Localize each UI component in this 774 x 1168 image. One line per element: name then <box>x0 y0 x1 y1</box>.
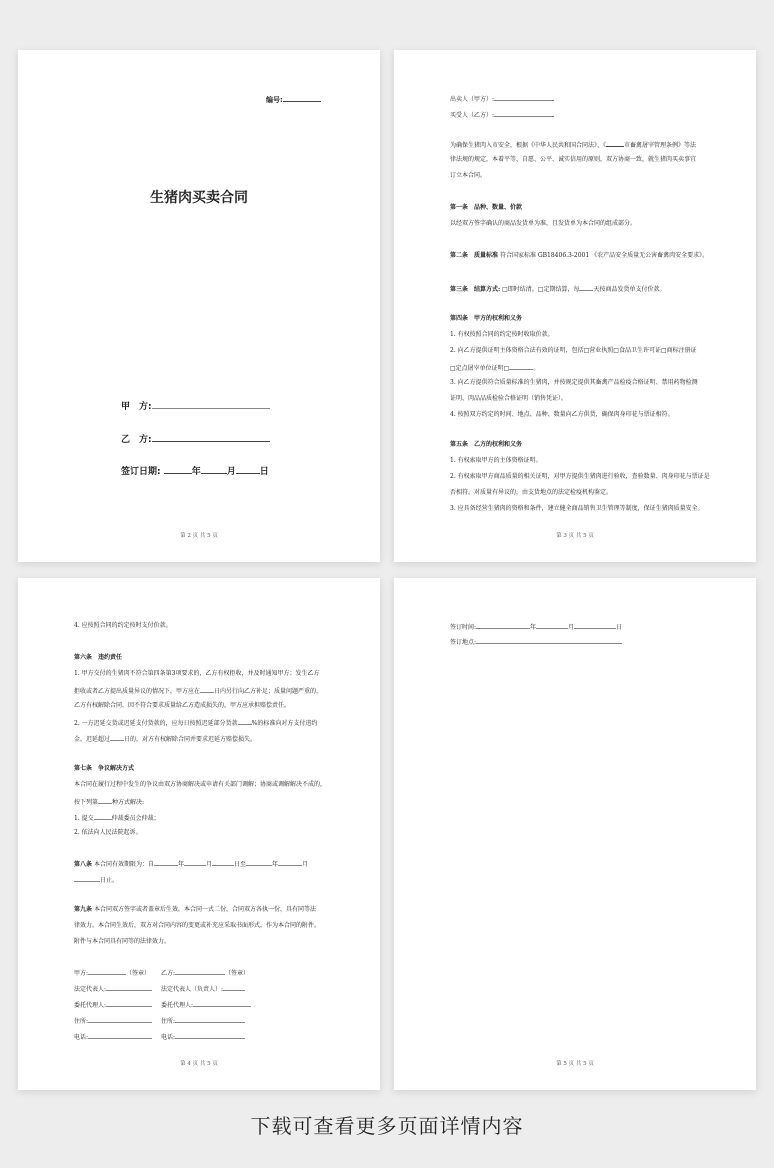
contract-number <box>266 94 321 105</box>
blank <box>88 967 126 975</box>
article-1-text: 以经双方签字确认的商品发货单为准，且发货单为本合同的组成部分。 <box>450 220 637 227</box>
article-2-text: 符合国家标准 GB18406.3-2001 《农产品安全质量无公害畜禽肉安全要求》。 <box>499 252 709 259</box>
days-blank <box>110 733 124 741</box>
days-blank <box>579 283 593 291</box>
article-4-item-1: 1. 有权按照合同的约定按时收取价款。 <box>450 331 554 338</box>
phone-a <box>74 1031 152 1042</box>
article-9-text-3: 附件与本合同具有同等的法律效力。 <box>74 938 171 945</box>
month-blank <box>201 466 227 474</box>
sig-label: 住所: <box>74 1018 89 1025</box>
article-7-option-2: 2. 依法向人民法院起诉。 <box>74 829 142 836</box>
days-blank <box>200 685 214 693</box>
sign-place-line <box>450 636 622 647</box>
article-8-text: 日止。 <box>100 877 119 884</box>
article-6-item-1: 1. 甲方交付的生猪肉不符合第四条第3项要求的，乙方有权拒收，并及时通知甲方；发生乙方 <box>74 670 320 677</box>
day-label: 日 <box>616 624 623 631</box>
download-caption: 下载可查看更多页面详情内容 <box>250 1114 524 1138</box>
sign-place-label: 签订地点: <box>450 639 477 646</box>
article-3-title: 第三条 结算方式: <box>450 286 501 293</box>
article-3-text: 天按商品发货单支付价款。 <box>593 286 666 293</box>
article-8-text: 年 <box>177 861 184 868</box>
article-6-text: 2. 一方迟延交货或迟延支付货款的，应每日按照迟延部分货款 <box>74 720 238 727</box>
party-a-blank <box>152 401 270 409</box>
article-5-item-1: 1. 有权索取甲方的主体资格证明。 <box>450 457 542 464</box>
article-6-text: 金。迟延超过 <box>74 736 111 743</box>
address-b <box>161 1015 245 1026</box>
month-blank <box>536 621 568 629</box>
article-2-title: 第二条 质量标准 <box>450 252 499 259</box>
article-9 <box>74 905 316 914</box>
article-6-text: 日内另行向乙方补足；质量问题严重的， <box>214 688 323 695</box>
day-label: 日 <box>259 467 269 477</box>
article-4-item-2b: □定点屠宰单位证明□ 。 <box>450 362 539 373</box>
buyer-blank <box>494 109 554 117</box>
article-6-title: 第六条 违约责任 <box>74 654 123 661</box>
blank <box>246 858 272 866</box>
month-label: 月 <box>226 467 236 477</box>
article-8-text: 日至 <box>233 861 246 868</box>
option-blank <box>98 796 112 804</box>
page-cover <box>18 50 380 562</box>
blank <box>223 983 245 991</box>
party-a-label: 甲 方: <box>121 402 152 412</box>
sig-label: 电话: <box>74 1034 89 1041</box>
blank <box>106 983 152 991</box>
other-cert-blank <box>509 362 533 370</box>
article-5-item-2: 2. 有权索取甲方商品质量的相关证明，对甲方提供生猪肉进行验收，查验数量、肉身印花与票证是 <box>450 473 710 480</box>
article-4-item-2b-text: □定点屠宰单位证明□ <box>450 365 510 372</box>
city-blank <box>606 139 624 147</box>
article-1-title: 第一条 品种、数量、价款 <box>450 204 523 211</box>
blank <box>74 874 100 882</box>
article-7-option-1 <box>74 812 160 823</box>
page-signing <box>394 578 756 1090</box>
address-a <box>74 1015 152 1026</box>
article-7-text: 仲裁委员会仲裁； <box>111 815 160 822</box>
page-terms-2 <box>18 578 380 1090</box>
blank <box>106 999 152 1007</box>
legal-rep-a <box>74 983 152 994</box>
article-8-text: 月 <box>205 861 212 868</box>
intro-line-3: 订立本合同。 <box>450 172 487 179</box>
contract-number-blank <box>283 94 321 102</box>
article-4-item-2: 2. 向乙方提供证明主体资格合法有效的证明，包括□营业执照□食品卫生许可证□商标注册证 <box>450 347 697 354</box>
sig-label: 住所: <box>161 1018 176 1025</box>
agent-a <box>74 999 152 1010</box>
blank <box>175 1015 245 1023</box>
article-7-text: 1. 提交 <box>74 815 94 822</box>
article-6-item-1d: 乙方有权解除合同，因不符合要求质量给乙方造成损失的，甲方应承担赔偿责任。 <box>74 702 291 709</box>
buyer-line <box>450 109 554 120</box>
article-4-title: 第四条 甲方的权利和义务 <box>450 315 523 322</box>
article-6-text: %的标准向对方支付违约 <box>251 720 318 727</box>
sig-label: 甲方: <box>74 970 89 977</box>
article-5-item-2b: 否相符。对质量有异议的，由支货地点的法定检疫机构鉴定。 <box>450 489 613 496</box>
blank <box>212 858 234 866</box>
blank <box>184 858 206 866</box>
blank <box>154 858 178 866</box>
sig-label: 委托代理人: <box>161 1002 194 1009</box>
article-2 <box>450 251 708 260</box>
blank <box>175 1031 245 1039</box>
article-7-text: 种方式解决: <box>112 799 145 806</box>
intro-text: 为确保生猪肉入市安全，根据《中华人民共和国合同法》、《 <box>450 142 607 149</box>
sign-time-line <box>450 621 622 632</box>
sig-label: 法定代表人（负责人）: <box>161 986 224 993</box>
phone-b <box>161 1031 245 1042</box>
blank <box>88 1015 152 1023</box>
percent-blank <box>238 717 252 725</box>
day-blank <box>236 466 260 474</box>
blank <box>175 967 225 975</box>
article-4-item-4: 4. 按照双方约定的时间、地点、品种、数量向乙方供货，确保肉身印花与票证相符。 <box>450 411 674 418</box>
article-8 <box>74 858 308 869</box>
year-blank <box>476 621 530 629</box>
legal-rep-b <box>161 983 245 994</box>
blank <box>193 999 251 1007</box>
article-8-end <box>74 874 118 885</box>
article-4-item-3b: 证明、肉品品质检验合格证明（销售凭证）。 <box>450 395 568 402</box>
sig-party-a <box>74 967 150 978</box>
page-footer: 第 5 页 共 5 页 <box>556 1061 594 1067</box>
article-4-item-3: 3. 向乙方提供符合质量标准的生猪肉，并按规定提供其畜禽产品检疫合格证明、禁用药物检测 <box>450 379 698 386</box>
article-5-item-4: 4. 应按照合同的约定按时支付价款。 <box>74 622 172 629</box>
page-footer: 第 2 页 共 5 页 <box>180 533 218 539</box>
arbitration-blank <box>94 812 112 820</box>
page-footer: 第 4 页 共 5 页 <box>180 1061 218 1067</box>
intro-line-1 <box>450 139 696 150</box>
seller-line <box>450 93 554 104</box>
sig-label: 法定代表人: <box>74 986 107 993</box>
article-6-text: 拒收或者乙方提出质量异议的情况下，甲方应在 <box>74 688 201 695</box>
sig-label: 乙方: <box>161 970 176 977</box>
place-blank <box>476 636 622 644</box>
page-terms-1 <box>394 50 756 562</box>
article-5-item-3: 3. 应具备经营生猪肉的资格和条件，建立健全商品销售卫生管理等制度，保证生猪肉质量安全。 <box>450 505 704 512</box>
article-7-text-1: 本合同在履行过程中发生的争议由双方协商解决或申请有关部门调解；协商或调解解决不成的， <box>74 781 327 788</box>
year-label: 年 <box>530 624 537 631</box>
seller-label: 出卖人（甲方）: <box>450 96 495 103</box>
article-8-text: 月 <box>302 861 309 868</box>
year-label: 年 <box>191 467 201 477</box>
article-8-title: 第八条 <box>74 861 93 868</box>
seal-label: （签章） <box>225 970 250 977</box>
party-b-blank <box>152 434 270 442</box>
article-3-text: □即时结清。□定期结算，每 <box>502 286 580 293</box>
blank <box>88 1031 152 1039</box>
sig-party-b <box>161 967 249 978</box>
contract-number-label: 编号: <box>266 96 283 104</box>
month-label: 月 <box>568 624 575 631</box>
article-9-title: 第九条 <box>74 906 93 913</box>
article-6-item-1b <box>74 685 322 696</box>
article-3 <box>450 283 666 294</box>
article-9-text-2: 律效力。本合同生效后，双方对合同内容的变更或补充应采取书面形式，作为本合同的附件。 <box>74 922 321 929</box>
page-footer: 第 3 页 共 5 页 <box>556 533 594 539</box>
article-7-text: 按下列第 <box>74 799 99 806</box>
seller-blank <box>494 93 554 101</box>
sig-label: 电话: <box>161 1034 176 1041</box>
sig-label: 委托代理人: <box>74 1002 107 1009</box>
article-7-title: 第七条 争议解决方式 <box>74 765 135 772</box>
day-blank <box>574 621 616 629</box>
party-a-field <box>121 399 270 412</box>
article-8-text: 本合同有效期限为：自 <box>93 861 154 868</box>
article-6-item-2c <box>74 733 256 744</box>
contract-title: 生猪肉买卖合同 <box>150 190 248 206</box>
sign-date-label: 签订日期: <box>121 467 161 477</box>
intro-text: 市畜禽屠宰管理条例》等法 <box>624 142 697 149</box>
sign-date-field <box>121 464 269 477</box>
article-7-text-2 <box>74 796 144 807</box>
party-b-label: 乙 方: <box>121 435 152 445</box>
seal-label: （签章） <box>126 970 151 977</box>
sign-time-label: 签订时间: <box>450 624 477 631</box>
party-b-field <box>121 432 270 445</box>
article-6-text: 日的，对方有权解除合同并要求迟延方赔偿损失。 <box>124 736 257 743</box>
article-9-text: 本合同双方签字或者盖章后生效，本合同一式二份，合同双方各执一份，具有同等法 <box>93 906 316 913</box>
article-5-title: 第五条 乙方的权利和义务 <box>450 441 523 448</box>
buyer-label: 买受人（乙方）: <box>450 112 495 119</box>
blank <box>278 858 302 866</box>
intro-line-2: 律法规的规定，本着平等、自愿、公平、诚实信用的原则，双方协商一致，就生猪肉买卖事宜 <box>450 156 697 163</box>
agent-b <box>161 999 251 1010</box>
year-blank <box>164 466 192 474</box>
article-6-item-2 <box>74 717 317 728</box>
article-8-text: 年 <box>272 861 279 868</box>
